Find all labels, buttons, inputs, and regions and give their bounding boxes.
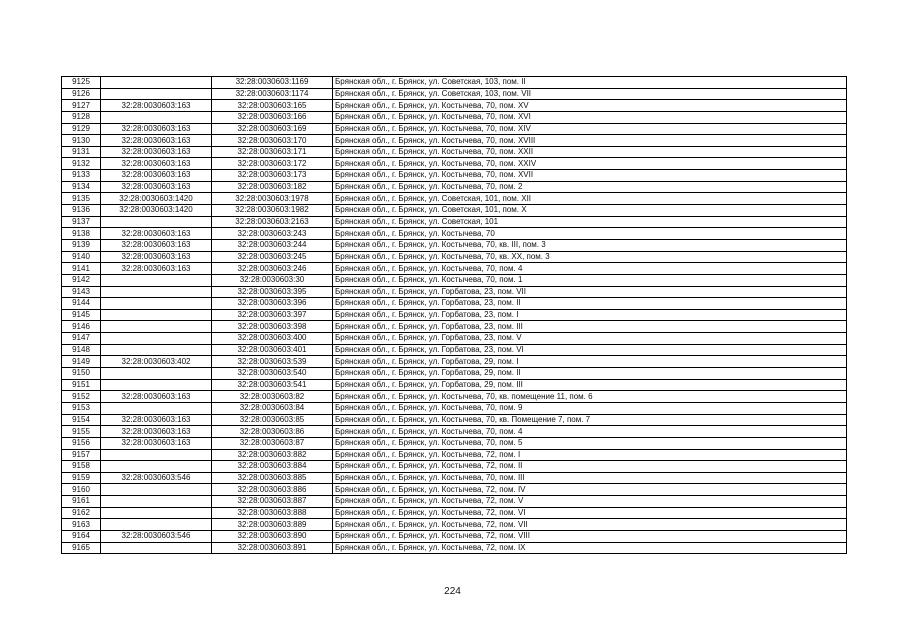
table-row xyxy=(62,274,847,286)
cadastral-number-cell: 32:28:0030603:888 xyxy=(212,507,333,519)
row-number-cell: 9131 xyxy=(62,146,101,158)
parent-cadastral-number-cell: 32:28:0030603:163 xyxy=(101,426,212,438)
cadastral-number-cell: 32:28:0030603:890 xyxy=(212,530,333,542)
row-number-cell: 9151 xyxy=(62,379,101,391)
cadastral-number-cell: 32:28:0030603:182 xyxy=(212,181,333,193)
parent-cadastral-number-cell: 32:28:0030603:163 xyxy=(101,228,212,240)
parent-cadastral-number-cell xyxy=(101,461,212,473)
table-row xyxy=(62,263,847,275)
cadastral-number-cell: 32:28:0030603:401 xyxy=(212,344,333,356)
cadastral-number-cell: 32:28:0030603:171 xyxy=(212,146,333,158)
cadastral-number-cell: 32:28:0030603:1169 xyxy=(212,77,333,89)
parent-cadastral-number-cell xyxy=(101,542,212,554)
cadastral-number-cell: 32:28:0030603:539 xyxy=(212,356,333,368)
table-row xyxy=(62,437,847,449)
table-row xyxy=(62,426,847,438)
row-number-cell: 9126 xyxy=(62,88,101,100)
row-number-cell: 9129 xyxy=(62,123,101,135)
parent-cadastral-number-cell xyxy=(101,286,212,298)
address-cell: Брянская обл., г. Брянск, ул. Костычева, 70, кв. XX, пом. 3 xyxy=(333,251,847,263)
table-row xyxy=(62,496,847,508)
address-cell: Брянская обл., г. Брянск, ул. Костычева, 72, пом. VI xyxy=(333,507,847,519)
parent-cadastral-number-cell xyxy=(101,321,212,333)
address-cell: Брянская обл., г. Брянск, ул. Костычева, 72, пом. V xyxy=(333,496,847,508)
table-row xyxy=(62,449,847,461)
parent-cadastral-number-cell: 32:28:0030603:1420 xyxy=(101,205,212,217)
cadastral-number-cell: 32:28:0030603:245 xyxy=(212,251,333,263)
row-number-cell: 9139 xyxy=(62,239,101,251)
row-number-cell: 9162 xyxy=(62,507,101,519)
cadastral-number-cell: 32:28:0030603:395 xyxy=(212,286,333,298)
cadastral-number-cell: 32:28:0030603:172 xyxy=(212,158,333,170)
address-cell: Брянская обл., г. Брянск, ул. Костычева, 70, пом. 4 xyxy=(333,426,847,438)
parent-cadastral-number-cell: 32:28:0030603:163 xyxy=(101,170,212,182)
parent-cadastral-number-cell: 32:28:0030603:163 xyxy=(101,181,212,193)
address-cell: Брянская обл., г. Брянск, ул. Костычева, 70, кв. III, пом. 3 xyxy=(333,239,847,251)
parent-cadastral-number-cell xyxy=(101,298,212,310)
cadastral-number-cell: 32:28:0030603:244 xyxy=(212,239,333,251)
parent-cadastral-number-cell: 32:28:0030603:163 xyxy=(101,437,212,449)
parent-cadastral-number-cell: 32:28:0030603:163 xyxy=(101,123,212,135)
cadastral-number-cell: 32:28:0030603:397 xyxy=(212,309,333,321)
table-row xyxy=(62,461,847,473)
parent-cadastral-number-cell: 32:28:0030603:163 xyxy=(101,158,212,170)
cadastral-number-cell: 32:28:0030603:891 xyxy=(212,542,333,554)
parent-cadastral-number-cell xyxy=(101,77,212,89)
parent-cadastral-number-cell xyxy=(101,368,212,380)
cadastral-number-cell: 32:28:0030603:541 xyxy=(212,379,333,391)
address-cell: Брянская обл., г. Брянск, ул. Советская, 103, пом. VII xyxy=(333,88,847,100)
cadastral-number-cell: 32:28:0030603:169 xyxy=(212,123,333,135)
address-cell: Брянская обл., г. Брянск, ул. Костычева, 70 xyxy=(333,228,847,240)
cadastral-number-cell: 32:28:0030603:889 xyxy=(212,519,333,531)
row-number-cell: 9135 xyxy=(62,193,101,205)
address-cell: Брянская обл., г. Брянск, ул. Советская, 101 xyxy=(333,216,847,228)
table-row xyxy=(62,321,847,333)
table-row xyxy=(62,484,847,496)
row-number-cell: 9164 xyxy=(62,530,101,542)
address-cell: Брянская обл., г. Брянск, ул. Костычева, 70, пом. 4 xyxy=(333,263,847,275)
table-row xyxy=(62,298,847,310)
address-cell: Брянская обл., г. Брянск, ул. Костычева, 72, пом. VIII xyxy=(333,530,847,542)
page-number: 224 xyxy=(444,586,461,597)
cadastral-number-cell: 32:28:0030603:886 xyxy=(212,484,333,496)
parent-cadastral-number-cell: 32:28:0030603:163 xyxy=(101,135,212,147)
table-row xyxy=(62,391,847,403)
cadastral-number-cell: 32:28:0030603:1174 xyxy=(212,88,333,100)
parent-cadastral-number-cell: 32:28:0030603:546 xyxy=(101,472,212,484)
cadastral-number-cell: 32:28:0030603:246 xyxy=(212,263,333,275)
cadastral-number-cell: 32:28:0030603:540 xyxy=(212,368,333,380)
parent-cadastral-number-cell: 32:28:0030603:402 xyxy=(101,356,212,368)
address-cell: Брянская обл., г. Брянск, ул. Горбатова, 23, пом. VI xyxy=(333,344,847,356)
parent-cadastral-number-cell xyxy=(101,402,212,414)
row-number-cell: 9149 xyxy=(62,356,101,368)
parent-cadastral-number-cell xyxy=(101,496,212,508)
address-cell: Брянская обл., г. Брянск, ул. Горбатова, 29, пом. I xyxy=(333,356,847,368)
cadastral-number-cell: 32:28:0030603:396 xyxy=(212,298,333,310)
table-row xyxy=(62,170,847,182)
parent-cadastral-number-cell xyxy=(101,216,212,228)
address-cell: Брянская обл., г. Брянск, ул. Костычева, 70, пом. XVI xyxy=(333,111,847,123)
address-cell: Брянская обл., г. Брянск, ул. Горбатова, 29, пом. II xyxy=(333,368,847,380)
row-number-cell: 9142 xyxy=(62,274,101,286)
cadastral-number-cell: 32:28:0030603:82 xyxy=(212,391,333,403)
row-number-cell: 9133 xyxy=(62,170,101,182)
table-row xyxy=(62,542,847,554)
row-number-cell: 9138 xyxy=(62,228,101,240)
row-number-cell: 9137 xyxy=(62,216,101,228)
parent-cadastral-number-cell: 32:28:0030603:163 xyxy=(101,414,212,426)
parent-cadastral-number-cell xyxy=(101,507,212,519)
cadastral-number-cell: 32:28:0030603:243 xyxy=(212,228,333,240)
row-number-cell: 9136 xyxy=(62,205,101,217)
cadastral-number-cell: 32:28:0030603:1978 xyxy=(212,193,333,205)
row-number-cell: 9132 xyxy=(62,158,101,170)
row-number-cell: 9150 xyxy=(62,368,101,380)
parent-cadastral-number-cell: 32:28:0030603:163 xyxy=(101,263,212,275)
table-row xyxy=(62,228,847,240)
address-cell: Брянская обл., г. Брянск, ул. Костычева, 70, пом. XVIII xyxy=(333,135,847,147)
table-row xyxy=(62,146,847,158)
table-row xyxy=(62,356,847,368)
parent-cadastral-number-cell xyxy=(101,344,212,356)
table-body xyxy=(62,77,847,554)
row-number-cell: 9146 xyxy=(62,321,101,333)
cadastral-number-cell: 32:28:0030603:170 xyxy=(212,135,333,147)
cadastral-number-cell: 32:28:0030603:398 xyxy=(212,321,333,333)
row-number-cell: 9128 xyxy=(62,111,101,123)
table-row xyxy=(62,309,847,321)
cadastral-number-cell: 32:28:0030603:84 xyxy=(212,402,333,414)
row-number-cell: 9127 xyxy=(62,100,101,112)
address-cell: Брянская обл., г. Брянск, ул. Костычева, 70, пом. XV xyxy=(333,100,847,112)
row-number-cell: 9158 xyxy=(62,461,101,473)
table-row xyxy=(62,100,847,112)
address-cell: Брянская обл., г. Брянск, ул. Советская, 103, пом. II xyxy=(333,77,847,89)
row-number-cell: 9157 xyxy=(62,449,101,461)
address-cell: Брянская обл., г. Брянск, ул. Костычева, 70, пом. 5 xyxy=(333,437,847,449)
address-cell: Брянская обл., г. Брянск, ул. Советская, 101, пом. X xyxy=(333,205,847,217)
table-row xyxy=(62,216,847,228)
table-row xyxy=(62,123,847,135)
table-row xyxy=(62,193,847,205)
parent-cadastral-number-cell xyxy=(101,379,212,391)
table-row xyxy=(62,507,847,519)
row-number-cell: 9140 xyxy=(62,251,101,263)
cadastral-number-cell: 32:28:0030603:165 xyxy=(212,100,333,112)
address-cell: Брянская обл., г. Брянск, ул. Советская, 101, пом. XII xyxy=(333,193,847,205)
address-cell: Брянская обл., г. Брянск, ул. Костычева, 70, пом. III xyxy=(333,472,847,484)
cadastral-number-cell: 32:28:0030603:2163 xyxy=(212,216,333,228)
cadastral-number-cell: 32:28:0030603:86 xyxy=(212,426,333,438)
cadastral-number-cell: 32:28:0030603:885 xyxy=(212,472,333,484)
row-number-cell: 9156 xyxy=(62,437,101,449)
table-row xyxy=(62,111,847,123)
table-row xyxy=(62,368,847,380)
row-number-cell: 9134 xyxy=(62,181,101,193)
table-row xyxy=(62,158,847,170)
table-row xyxy=(62,344,847,356)
table-row xyxy=(62,286,847,298)
table-row xyxy=(62,333,847,345)
address-cell: Брянская обл., г. Брянск, ул. Костычева, 70, кв. помещение 11, пом. 6 xyxy=(333,391,847,403)
address-cell: Брянская обл., г. Брянск, ул. Костычева, 70, пом. XIV xyxy=(333,123,847,135)
table-row xyxy=(62,77,847,89)
table-row xyxy=(62,181,847,193)
address-cell: Брянская обл., г. Брянск, ул. Костычева, 70, пом. 9 xyxy=(333,402,847,414)
row-number-cell: 9165 xyxy=(62,542,101,554)
parent-cadastral-number-cell: 32:28:0030603:163 xyxy=(101,146,212,158)
address-cell: Брянская обл., г. Брянск, ул. Горбатова, 23, пом. V xyxy=(333,333,847,345)
cadastral-number-cell: 32:28:0030603:882 xyxy=(212,449,333,461)
address-cell: Брянская обл., г. Брянск, ул. Костычева, 70, кв. Помещение 7, пом. 7 xyxy=(333,414,847,426)
table-row xyxy=(62,472,847,484)
property-register-table xyxy=(61,76,847,554)
table-row xyxy=(62,519,847,531)
parent-cadastral-number-cell: 32:28:0030603:1420 xyxy=(101,193,212,205)
row-number-cell: 9145 xyxy=(62,309,101,321)
address-cell: Брянская обл., г. Брянск, ул. Костычева, 70, пом. 2 xyxy=(333,181,847,193)
table-row xyxy=(62,135,847,147)
table-row xyxy=(62,205,847,217)
row-number-cell: 9147 xyxy=(62,333,101,345)
table-row xyxy=(62,88,847,100)
parent-cadastral-number-cell: 32:28:0030603:163 xyxy=(101,251,212,263)
table-row xyxy=(62,414,847,426)
cadastral-number-cell: 32:28:0030603:166 xyxy=(212,111,333,123)
parent-cadastral-number-cell: 32:28:0030603:163 xyxy=(101,239,212,251)
table-row xyxy=(62,251,847,263)
parent-cadastral-number-cell: 32:28:0030603:163 xyxy=(101,100,212,112)
address-cell: Брянская обл., г. Брянск, ул. Костычева, 70, пом. XXIV xyxy=(333,158,847,170)
cadastral-number-cell: 32:28:0030603:85 xyxy=(212,414,333,426)
cadastral-number-cell: 32:28:0030603:87 xyxy=(212,437,333,449)
cadastral-number-cell: 32:28:0030603:173 xyxy=(212,170,333,182)
row-number-cell: 9153 xyxy=(62,402,101,414)
row-number-cell: 9130 xyxy=(62,135,101,147)
table-row xyxy=(62,239,847,251)
address-cell: Брянская обл., г. Брянск, ул. Горбатова, 23, пом. II xyxy=(333,298,847,310)
address-cell: Брянская обл., г. Брянск, ул. Костычева, 70, пом. 1 xyxy=(333,274,847,286)
address-cell: Брянская обл., г. Брянск, ул. Горбатова, 29, пом. III xyxy=(333,379,847,391)
parent-cadastral-number-cell xyxy=(101,274,212,286)
cadastral-number-cell: 32:28:0030603:884 xyxy=(212,461,333,473)
address-cell: Брянская обл., г. Брянск, ул. Костычева, 72, пом. I xyxy=(333,449,847,461)
parent-cadastral-number-cell xyxy=(101,519,212,531)
row-number-cell: 9144 xyxy=(62,298,101,310)
parent-cadastral-number-cell xyxy=(101,333,212,345)
address-cell: Брянская обл., г. Брянск, ул. Горбатова, 23, пом. III xyxy=(333,321,847,333)
row-number-cell: 9141 xyxy=(62,263,101,275)
address-cell: Брянская обл., г. Брянск, ул. Костычева, 72, пом. II xyxy=(333,461,847,473)
address-cell: Брянская обл., г. Брянск, ул. Костычева, 70, пом. XXII xyxy=(333,146,847,158)
address-cell: Брянская обл., г. Брянск, ул. Костычева, 72, пом. IV xyxy=(333,484,847,496)
parent-cadastral-number-cell xyxy=(101,484,212,496)
parent-cadastral-number-cell xyxy=(101,449,212,461)
parent-cadastral-number-cell: 32:28:0030603:546 xyxy=(101,530,212,542)
table-row xyxy=(62,530,847,542)
row-number-cell: 9152 xyxy=(62,391,101,403)
parent-cadastral-number-cell: 32:28:0030603:163 xyxy=(101,391,212,403)
row-number-cell: 9148 xyxy=(62,344,101,356)
parent-cadastral-number-cell xyxy=(101,88,212,100)
parent-cadastral-number-cell xyxy=(101,309,212,321)
address-cell: Брянская обл., г. Брянск, ул. Костычева, 70, пом. XVII xyxy=(333,170,847,182)
row-number-cell: 9125 xyxy=(62,77,101,89)
row-number-cell: 9160 xyxy=(62,484,101,496)
row-number-cell: 9143 xyxy=(62,286,101,298)
table-row xyxy=(62,379,847,391)
cadastral-number-cell: 32:28:0030603:400 xyxy=(212,333,333,345)
address-cell: Брянская обл., г. Брянск, ул. Горбатова, 23, пом. VII xyxy=(333,286,847,298)
row-number-cell: 9154 xyxy=(62,414,101,426)
parent-cadastral-number-cell xyxy=(101,111,212,123)
row-number-cell: 9155 xyxy=(62,426,101,438)
table-row xyxy=(62,402,847,414)
address-cell: Брянская обл., г. Брянск, ул. Горбатова, 23, пом. I xyxy=(333,309,847,321)
row-number-cell: 9159 xyxy=(62,472,101,484)
cadastral-number-cell: 32:28:0030603:887 xyxy=(212,496,333,508)
address-cell: Брянская обл., г. Брянск, ул. Костычева, 72, пом. VII xyxy=(333,519,847,531)
address-cell: Брянская обл., г. Брянск, ул. Костычева, 72, пом. IX xyxy=(333,542,847,554)
cadastral-number-cell: 32:28:0030603:30 xyxy=(212,274,333,286)
row-number-cell: 9163 xyxy=(62,519,101,531)
row-number-cell: 9161 xyxy=(62,496,101,508)
cadastral-number-cell: 32:28:0030603:1982 xyxy=(212,205,333,217)
